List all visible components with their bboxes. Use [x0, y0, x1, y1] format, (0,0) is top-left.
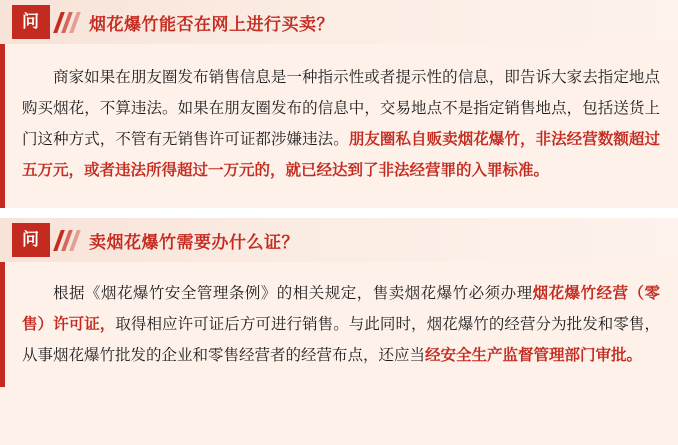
answer-segment-highlight: 烟花爆竹经营（零售）许可证， — [22, 284, 660, 333]
answer-body-1 — [0, 44, 678, 208]
answer-segment: 取得相应许可证后方可进行销售。与此同时，烟花爆竹的经营分为批发和零售，从事烟花爆竹批发的企业和零售经营者的经营布点，还应当 — [22, 315, 660, 364]
slash-decoration-icon — [57, 12, 81, 33]
question-badge-2: 问 — [12, 223, 50, 257]
answer-body-2 — [0, 262, 678, 387]
answer-text-2 — [22, 278, 660, 371]
question-title-2: 卖烟花爆竹需要办什么证？ — [89, 232, 299, 252]
question-header-1 — [0, 0, 678, 44]
accent-bar — [0, 44, 5, 208]
answer-segment-highlight: 经安全生产监督管理部门审批。 — [425, 346, 643, 364]
answer-segment: 根据《烟花爆竹安全管理条例》的相关规定，售卖烟花爆竹必须办理 — [53, 284, 533, 302]
answer-text-1 — [22, 62, 660, 186]
answer-segment-highlight: 朋友圈私自贩卖烟花爆竹，非法经营数额超过五万元，或者违法所得超过一万元的，就已经达到了非法经营罪的入罪标准。 — [22, 130, 660, 179]
question-header-2 — [0, 218, 678, 262]
block-separator — [0, 208, 678, 218]
slash-decoration-icon — [57, 230, 81, 251]
answer-segment: 商家如果在朋友圈发布销售信息是一种指示性或者提示性的信息，即告诉大家去指定地点购买烟花，不算违法。如果在朋友圈发布的信息中，交易地点不是指定销售地点，包括送货上门这种方式，不管有无销售许可证都涉嫌违法。 — [22, 68, 660, 148]
question-title-1: 烟花爆竹能否在网上进行买卖？ — [89, 14, 334, 34]
qa-block-2 — [0, 218, 678, 387]
qa-block-1 — [0, 0, 678, 208]
accent-bar — [0, 262, 5, 387]
question-badge-1: 问 — [12, 5, 50, 39]
